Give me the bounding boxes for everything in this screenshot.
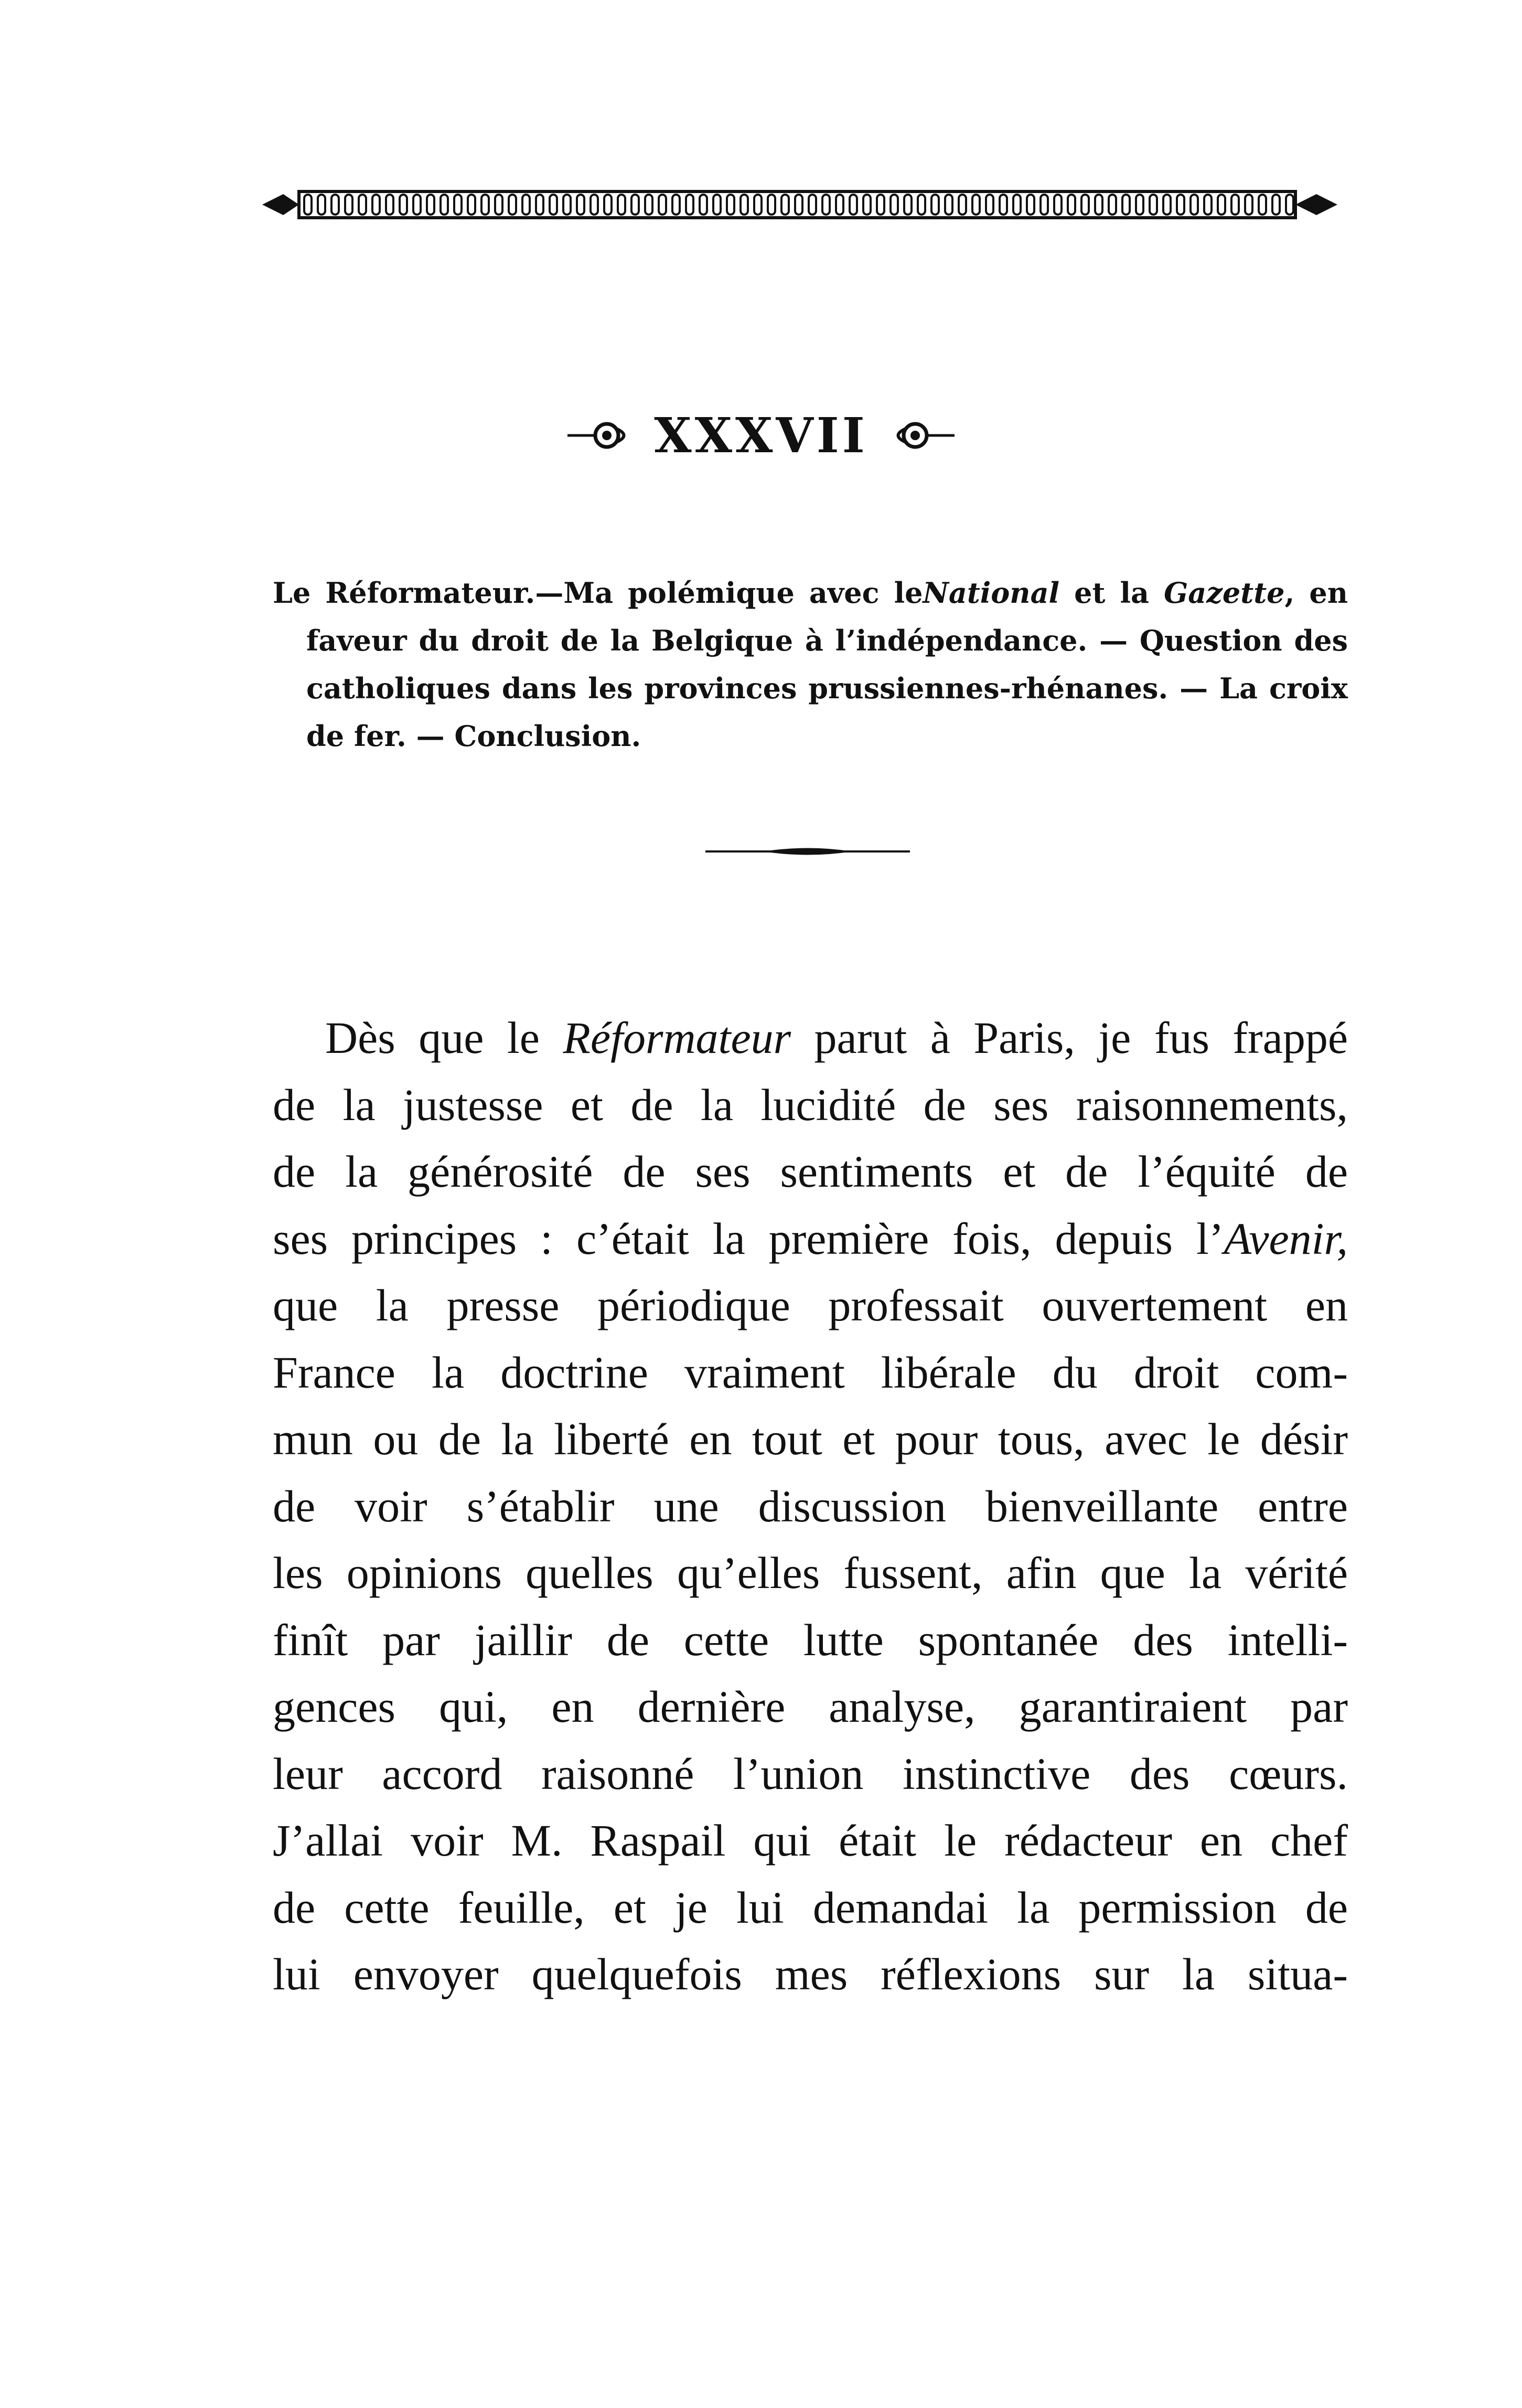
body-line: finît par jaillir de cette lutte spontanée des intelli- — [273, 1614, 1348, 1665]
summary-line: de fer. — Conclusion. — [306, 719, 641, 753]
body-line: de voir s’établir une discussion bienveillante entre — [273, 1480, 1348, 1531]
body-line: J’allai voir M. Raspail qui était le rédacteur en chef — [273, 1815, 1348, 1866]
left-fleuron-icon — [565, 420, 633, 451]
body-line: de la générosité de ses sentiments et de l’équité de — [273, 1146, 1348, 1197]
ornamental-band — [262, 186, 1337, 223]
body-line: gences qui, en dernière analyse, garantiraient par — [273, 1681, 1348, 1732]
chapter-summary — [273, 569, 1348, 760]
summary-line: catholiques dans les provinces prussiennes-rhénanes. — La croix — [306, 672, 1348, 705]
body-line: France la doctrine vraiment libérale du droit com- — [273, 1347, 1348, 1398]
body-line: que la presse périodique professait ouvertement en — [273, 1280, 1348, 1330]
body-line: leur accord raisonné l’union instinctive des cœurs. — [273, 1748, 1348, 1799]
body-line: de cette feuille, et je lui demandai la permission de — [273, 1882, 1348, 1933]
summary-line: Le Réformateur.—Ma polémique avec leNational et la Gazette, en — [273, 576, 1348, 610]
body-line: ses principes : c’était la première fois, depuis l’Avenir, — [273, 1213, 1348, 1264]
body-line: lui envoyer quelquefois mes réflexions sur la situa- — [273, 1949, 1348, 1999]
right-fleuron-icon — [889, 420, 957, 451]
body-line: Dès que le Réformateur parut à Paris, je fus frappé — [325, 1013, 1348, 1063]
body-text — [273, 1005, 1348, 2008]
body-line: de la justesse et de la lucidité de ses raisonnements, — [273, 1079, 1348, 1130]
section-divider — [705, 844, 910, 859]
chapter-heading — [0, 404, 1522, 467]
body-line: les opinions quelles qu’elles fussent, afin que la vérité — [273, 1548, 1348, 1598]
summary-line: faveur du droit de la Belgique à l’indépendance. — Question des — [306, 624, 1348, 657]
body-line: mun ou de la liberté en tout et pour tous, avec le désir — [273, 1414, 1348, 1464]
chapter-number: XXXVII — [654, 407, 868, 464]
